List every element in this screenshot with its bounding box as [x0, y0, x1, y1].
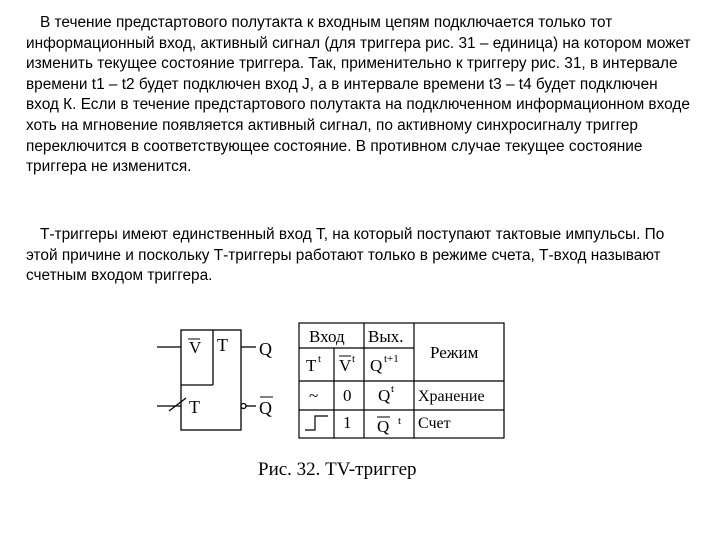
row2-q-value: Q	[377, 417, 390, 436]
table-header-mode: Режим	[430, 343, 479, 362]
table-col-q-sup: t+1	[384, 353, 399, 365]
block-t-label: T	[217, 335, 228, 355]
input-v-label: V	[189, 338, 202, 357]
output-q-label: Q	[259, 339, 272, 359]
table-col-t-sup: t	[318, 353, 322, 365]
row2-mode: Счет	[418, 415, 451, 432]
clock-edge-icon	[305, 416, 328, 430]
table-header-output: Вых.	[368, 327, 404, 346]
dynamic-input-slash	[169, 398, 186, 411]
row1-v-value: 0	[343, 386, 352, 405]
row1-t-value: ~	[309, 386, 319, 405]
table-header-input: Вход	[309, 327, 345, 346]
row1-mode: Хранение	[418, 388, 485, 405]
inversion-circle	[241, 404, 246, 409]
trigger-symbol	[157, 330, 256, 430]
row1-q-value: Q	[378, 386, 391, 405]
paragraph-1: В течение предстартового полутакта к входным цепям подключается только тот информационный вход, активный сигнал (для триггера рис. 31 – единица) на котором может изменить текущее состояние триггера. Так, применительно к триггеру рис. 31, в интервале времени t1 – t2 будет подключен вход J, а в интервале времени t3 – t4 будет подключен вход К. Если в течение предстартового полутакта на подключенном информационном входе хоть на мгновение появляется активный сигнал, по активному синхросигналу триггер переключится в соответствующее состояние. В противном случае текущее состояние триггера не изменится.	[26, 14, 691, 176]
table-col-q: Q	[370, 356, 383, 375]
row2-v-value: 1	[343, 413, 352, 432]
figure-caption: Рис. 32. TV-триггер	[258, 459, 417, 480]
table-col-v: V	[339, 356, 352, 375]
row1-q-sup: t	[391, 383, 395, 395]
paragraph-2: Т-триггеры имеют единственный вход Т, на который поступают тактовые импульсы. По этой причине и поскольку Т-триггеры работают только в режиме счета, Т-вход называют счетным входом триггера.	[26, 226, 665, 285]
input-t-label: T	[189, 397, 200, 417]
table-col-t: T	[306, 356, 317, 375]
output-q-bar-label: Q	[259, 398, 272, 418]
table-col-v-sup: t	[352, 353, 356, 365]
row2-q-sup: t	[398, 415, 402, 427]
